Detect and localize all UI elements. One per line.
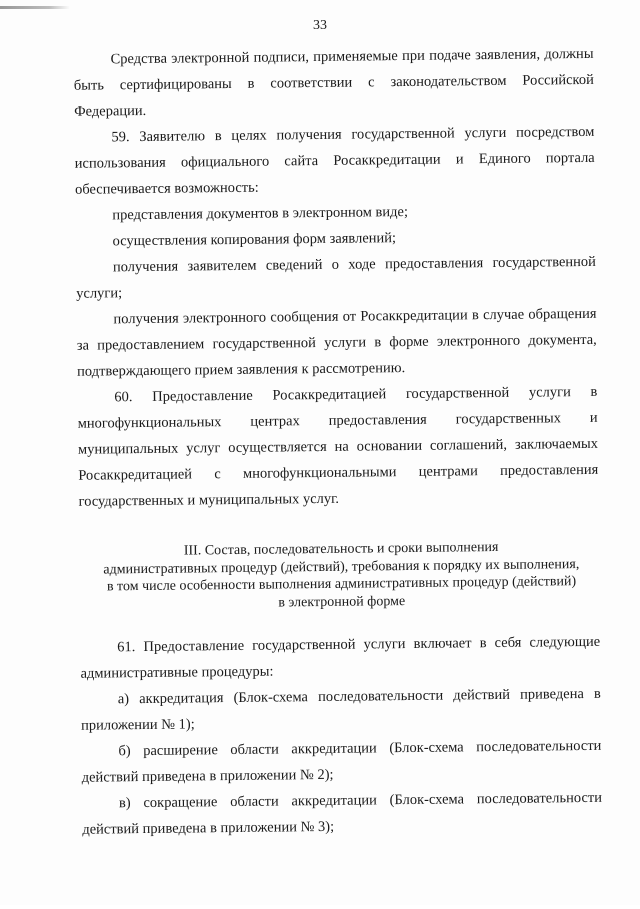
paragraph-60: 60. Предоставление Росаккредитацией государственной услуги в многофункциональных центрах предоставления государственных и муниципальных услуг осуществляется на основании соглашений, заключаемых Росаккредитацией с многофункциональными центрами предоставления государственных и муниципальных услуг. xyxy=(77,383,599,510)
section-heading-line: в том числе особенности выполнения административных процедур (действий) xyxy=(106,574,577,595)
page-number: 33 xyxy=(313,18,327,33)
list-item-accreditation: а) аккредитация (Блок-схема последовательности действий приведена в приложении № 1); xyxy=(81,685,601,734)
list-item-electronic-message: получения электронного сообщения от Росаккредитации в случае обращения за предоставлением государственной услуги в форме электронного документа, подтверждающего прием заявления к рассмотрению. xyxy=(76,305,597,380)
list-item-documents-electronic: представления документов в электронном виде; xyxy=(112,203,409,224)
list-item-progress-info: получения заявителем сведений о ходе предоставления государственной услуги; xyxy=(76,253,596,302)
paragraph-59: 59. Заявителю в целях получения государственной услуги посредством использования официального сайта Росаккредитации и Единого портала обеспечивается возможность: xyxy=(74,123,595,198)
section-heading-iii xyxy=(81,538,602,614)
section-heading-line: административных процедур (действий), требования к порядку их выполнения, xyxy=(103,556,580,577)
list-item-reduction: в) сокращение области аккредитации (Блок-схема последовательности действий приведена в приложении № 3); xyxy=(82,789,603,838)
section-heading-line: в электронной форме xyxy=(278,593,406,610)
paragraph-61: 61. Предоставление государственной услуги включает в себя следующие административные процедуры: xyxy=(80,633,601,682)
section-heading-line: III. Состав, последовательность и сроки выполнения xyxy=(183,539,499,559)
list-item-expansion: б) расширение области аккредитации (Блок-схема последовательности действий приведена в приложении № 2); xyxy=(81,737,602,786)
paragraph-electronic-signature: Средства электронной подписи, применяемые при подаче заявления, должны быть сертифицированы в соответствии с законодательством Российской Федерации. xyxy=(73,45,594,120)
list-item-copy-forms: осуществления копирования форм заявлений; xyxy=(112,230,397,250)
